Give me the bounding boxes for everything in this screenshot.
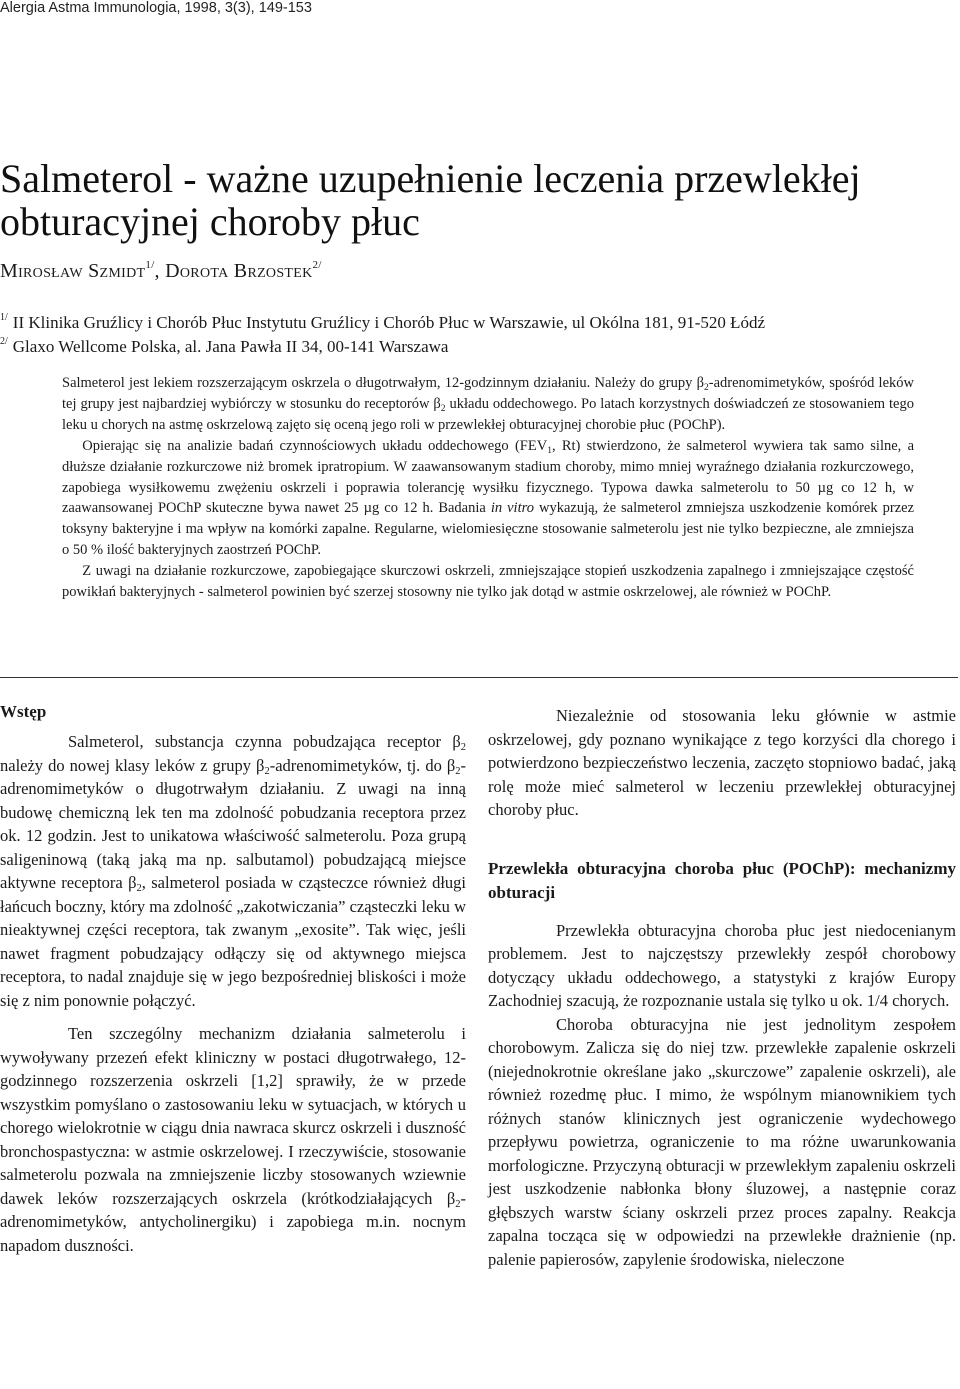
- subscript: 2: [704, 383, 709, 393]
- text-run: należy do nowej klasy leków z grupy β: [0, 755, 265, 775]
- affiliation-2: [0, 331, 448, 358]
- subscript: 2: [455, 765, 461, 777]
- author-line: [0, 259, 322, 283]
- body-paragraph: Przewlekła obturacyjna choroba płuc jest niedocenianym problemem. Jest to najczęstszy przewlekły zespół chorobowy dotyczący układu oddechowego, a statystyki z krajów Europy Zachodniej szacują, że rozpoznanie ustala się tylko u ok. 1/4 chorych.: [488, 920, 956, 1010]
- text-run: -adrenomimetyków, spośród leków tej grupy jest najbardziej wybiórczy w stosunku do receptorów β: [62, 375, 914, 412]
- abstract-paragraph: [62, 436, 914, 561]
- affiliation-mark: 1/: [145, 259, 155, 271]
- affiliation-mark: 2/: [0, 336, 8, 347]
- subscript: 2: [264, 765, 270, 777]
- text-run: Ten szczególny mechanizm działania salmeterolu i wywoływany przezeń efekt kliniczny w postaci długotrwałego, 12-godzinnego rozszerzenia oskrzeli [1,2] sprawiły, że w przede wszystkim pomyślano o zastosowaniu leku w sytuacjach, w których u chorego wielokrotnie w ciągu dnia nawraca skurcz oskrzeli i duszność bronchospastyczna: w astmie oskrzelowej. I rzeczywiście, stosowanie salmeterolu pozwala na zmniejszenie liczby stosowanych wziewnie dawek leków rozszerzających oskrzela (krótkodziałających β: [0, 1024, 466, 1208]
- text-run: Salmeterol jest lekiem rozszerzającym oskrzela o długotrwałym, 12-godzinnym działaniu. Należy do grupy β: [62, 375, 704, 391]
- text-run: Opierając się na analizie badań czynnościowych układu oddechowego (FEV: [82, 437, 548, 454]
- affiliation-mark: 1/: [0, 312, 8, 323]
- author-name: Mirosław Szmidt: [0, 260, 146, 282]
- affiliation-1: [0, 307, 765, 334]
- body-paragraph: [0, 730, 466, 1012]
- text-run: układu oddechowego. Po latach korzystnych doświadczeń ze stosowaniem tego leku u chorych na astmę oskrzelową zajęto się oceną jego roli w przewlekłej obturacyjnej chorobie płuc (POChP).: [62, 395, 914, 433]
- body-paragraph: [0, 1022, 466, 1257]
- affiliation-mark: 2/: [312, 259, 322, 271]
- article-title: Salmeterol - ważne uzupełnienie leczenia przewlekłej obturacyjnej choroby płuc: [0, 155, 861, 244]
- affiliation-text: Glaxo Wellcome Polska, al. Jana Pawła II 34, 00-141 Warszawa: [12, 337, 449, 356]
- affiliation-text: II Klinika Gruźlicy i Chorób Płuc Instytutu Gruźlicy i Chorób Płuc w Warszawie, ul Okólna 181, 91-520 Łódź: [12, 313, 766, 332]
- text-run: , salmeterol posiada w cząsteczce również długi łańcuch boczny, który ma zdolność „zakotwiczania” cząsteczki leku w nieaktywnej części receptora, tak zwanym „exosite”. Tak więc, jeśli nawet fragment pobudzający odłączy się od aktywnego miejsca receptora, to nadal znajduje się w jego bezpośredniej bliskości i może się z nim ponownie połączyć.: [0, 873, 466, 1010]
- author-name: Dorota Brzostek: [165, 260, 313, 282]
- subscript: 1: [547, 445, 552, 456]
- section-heading: Przewlekła obturacyjna choroba płuc (POChP): mechanizmy obturacji: [488, 858, 956, 902]
- text-run: -adrenomimetyków, tj. do β: [269, 755, 456, 775]
- text-run: -adrenomimetyków o długotrwałym działaniu. Z uwagi na inną budowę chemiczną lek ten ma zdolność pobudzania receptora przez ok. 12 godzin. Jest to unikatowa właściwość salmeterolu. Poza grupą saligeninową (taką jaką ma np. salbutamol) pobudzającą miejsce aktywne receptora β: [0, 755, 466, 892]
- journal-citation: Alergia Astma Immunologia, 1998, 3(3), 149-153: [0, 0, 312, 16]
- right-column: [488, 704, 956, 1271]
- abstract-paragraph: [62, 373, 914, 436]
- section-heading: Wstęp: [0, 702, 47, 721]
- body-paragraph: Niezależnie od stosowania leku głównie w astmie oskrzelowej, gdy poznano wynikające z tego korzyści dla chorego i potwierdzono bezpieczeństwo leczenia, zaczęto stopniowo badać, jaką rolę może mieć salmeterol w leczeniu przewlekłej obturacyjnej choroby płuc.: [488, 706, 956, 819]
- subscript: 2: [440, 403, 446, 414]
- author-separator: ,: [154, 260, 166, 282]
- text-run: -adrenomimetyków, antycholinergiku) i zapobiega m.in. nocnym napadom duszności.: [0, 1188, 466, 1255]
- subscript: 2: [460, 742, 466, 753]
- subscript: 2: [455, 1198, 461, 1210]
- text-run: wykazują, że salmeterol zmniejsza uszkodzenie komórek przez toksyny bakteryjne i ma wpływ na komórki zapalne. Regularne, wielomiesięczne stosowanie salmeterolu jest nie tylko bezpieczne, ale zmniejsza o 50 % ilość bakteryjnych zaostrzeń POChP.: [62, 500, 915, 559]
- left-column: [0, 700, 466, 1257]
- subscript: 2: [136, 883, 142, 894]
- text-run: Salmeterol, substancja czynna pobudzająca receptor β: [68, 732, 461, 751]
- text-run: , Rt) stwierdzono, że salmeterol wywiera tak samo silne, a dłuższe działanie rozkurczowe niż bromek ipratropium. W zaawansowanym stadium choroby, mimo mniej wyraźnego działania rozkurczowego, zapobiega wysiłkowemu zwężeniu oskrzeli i poprawia tolerancję wysiłku fizycznego. Typowa dawka salmeterolu to 50 µg co 12 h, w zaawansowanej POChP skuteczne bywa nawet 25 µg co 12 h. Badania: [62, 437, 914, 517]
- section-divider: [0, 677, 958, 678]
- body-paragraph: Choroba obturacyjna nie jest jednolitym zespołem chorobowym. Zalicza się do niej tzw. przewlekłe zapalenie oskrzeli (niejednokrotnie określane jako „skurczowe” zapalenie oskrzeli), ale również rozedmę płuc. I mimo, że wspólnym mianownikiem tych różnych stanów klinicznych jest ograniczenie wydechowego przepływu powietrza, ograniczenie to ma różne uwarunkowania morfologiczne. Przyczyną obturacji w przewlekłym zapaleniu oskrzeli jest uszkodzenie nabłonka błony śluzowej, a następnie coraz głębszych warstw ściany oskrzeli przez proces zapalny. Reakcja zapalna tocząca się w odpowiedzi na przewlekłe drażnienie (np. palenie papierosów, zapylenie środowiska, nieleczone: [488, 1014, 956, 1269]
- abstract-paragraph: Z uwagi na działanie rozkurczowe, zapobiegające skurczowi oskrzeli, zmniejszające stopień uszkodzenia zapalnego i zmniejszające częstość powikłań bakteryjnych - salmeterol powinien być szerzej stosowny nie tylko jak dotąd w astmie oskrzelowej, ale również w POChP.: [62, 563, 914, 601]
- italic-text: in vitro: [490, 500, 534, 517]
- abstract: [62, 373, 914, 603]
